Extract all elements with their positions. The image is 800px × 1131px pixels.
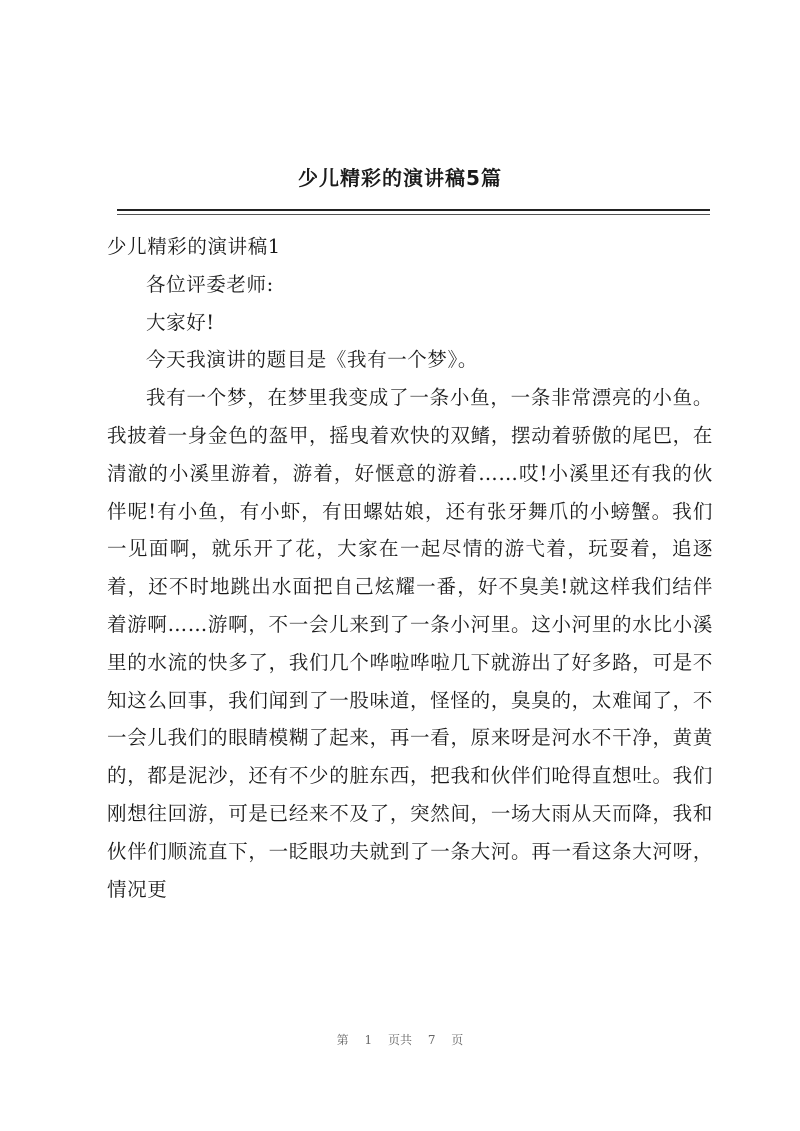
document-body: [107, 228, 713, 908]
page-footer: [0, 1031, 800, 1048]
title-rule-thin: [117, 214, 710, 215]
footer-suffix: 页: [451, 1033, 464, 1047]
footer-page-number: 1: [364, 1033, 373, 1047]
footer-middle: 页共: [387, 1033, 412, 1047]
footer-prefix: 第: [336, 1033, 349, 1047]
section-heading: 少儿精彩的演讲稿1: [107, 235, 281, 258]
paragraph-topic: 今天我演讲的题目是《我有一个梦》。: [146, 348, 478, 372]
title-rule-thick: [117, 209, 710, 211]
document-title: 少儿精彩的演讲稿5篇: [298, 166, 502, 190]
paragraph-greeting: 大家好!: [146, 310, 215, 334]
footer-total-pages: 7: [427, 1033, 436, 1047]
paragraph-salutation: 各位评委老师:: [146, 272, 274, 296]
paragraph-body: 我有一个梦，在梦里我变成了一条小鱼，一条非常漂亮的小鱼。我披着一身金色的盔甲，摇曳着欢快的双鳍，摆动着骄傲的尾巴，在清澈的小溪里游着，游着，好惬意的游着……哎!小溪里还有我的伙伴呢!有小鱼，有小虾，有田螺姑娘，还有张牙舞爪的小螃蟹。我们一见面啊，就乐开了花，大家在一起尽情的游弋着，玩耍着，追逐着，还不时地跳出水面把自己炫耀一番，好不臭美!就这样我们结伴着游啊……游啊，不一会儿来到了一条小河里。这小河里的水比小溪里的水流的快多了，我们几个哗啦哗啦几下就游出了好多路，可是不知这么回事，我们闻到了一股味道，怪怪的，臭臭的，太难闻了，不一会儿我们的眼睛模糊了起来，再一看，原来呀是河水不干净，黄黄的，都是泥沙，还有不少的脏东西，把我和伙伴们呛得直想吐。我们刚想往回游，可是已经来不及了，突然间，一场大雨从天而降，我和伙伴们顺流直下，一眨眼功夫就到了一条大河。再一看这条大河呀，情况更: [107, 386, 713, 901]
